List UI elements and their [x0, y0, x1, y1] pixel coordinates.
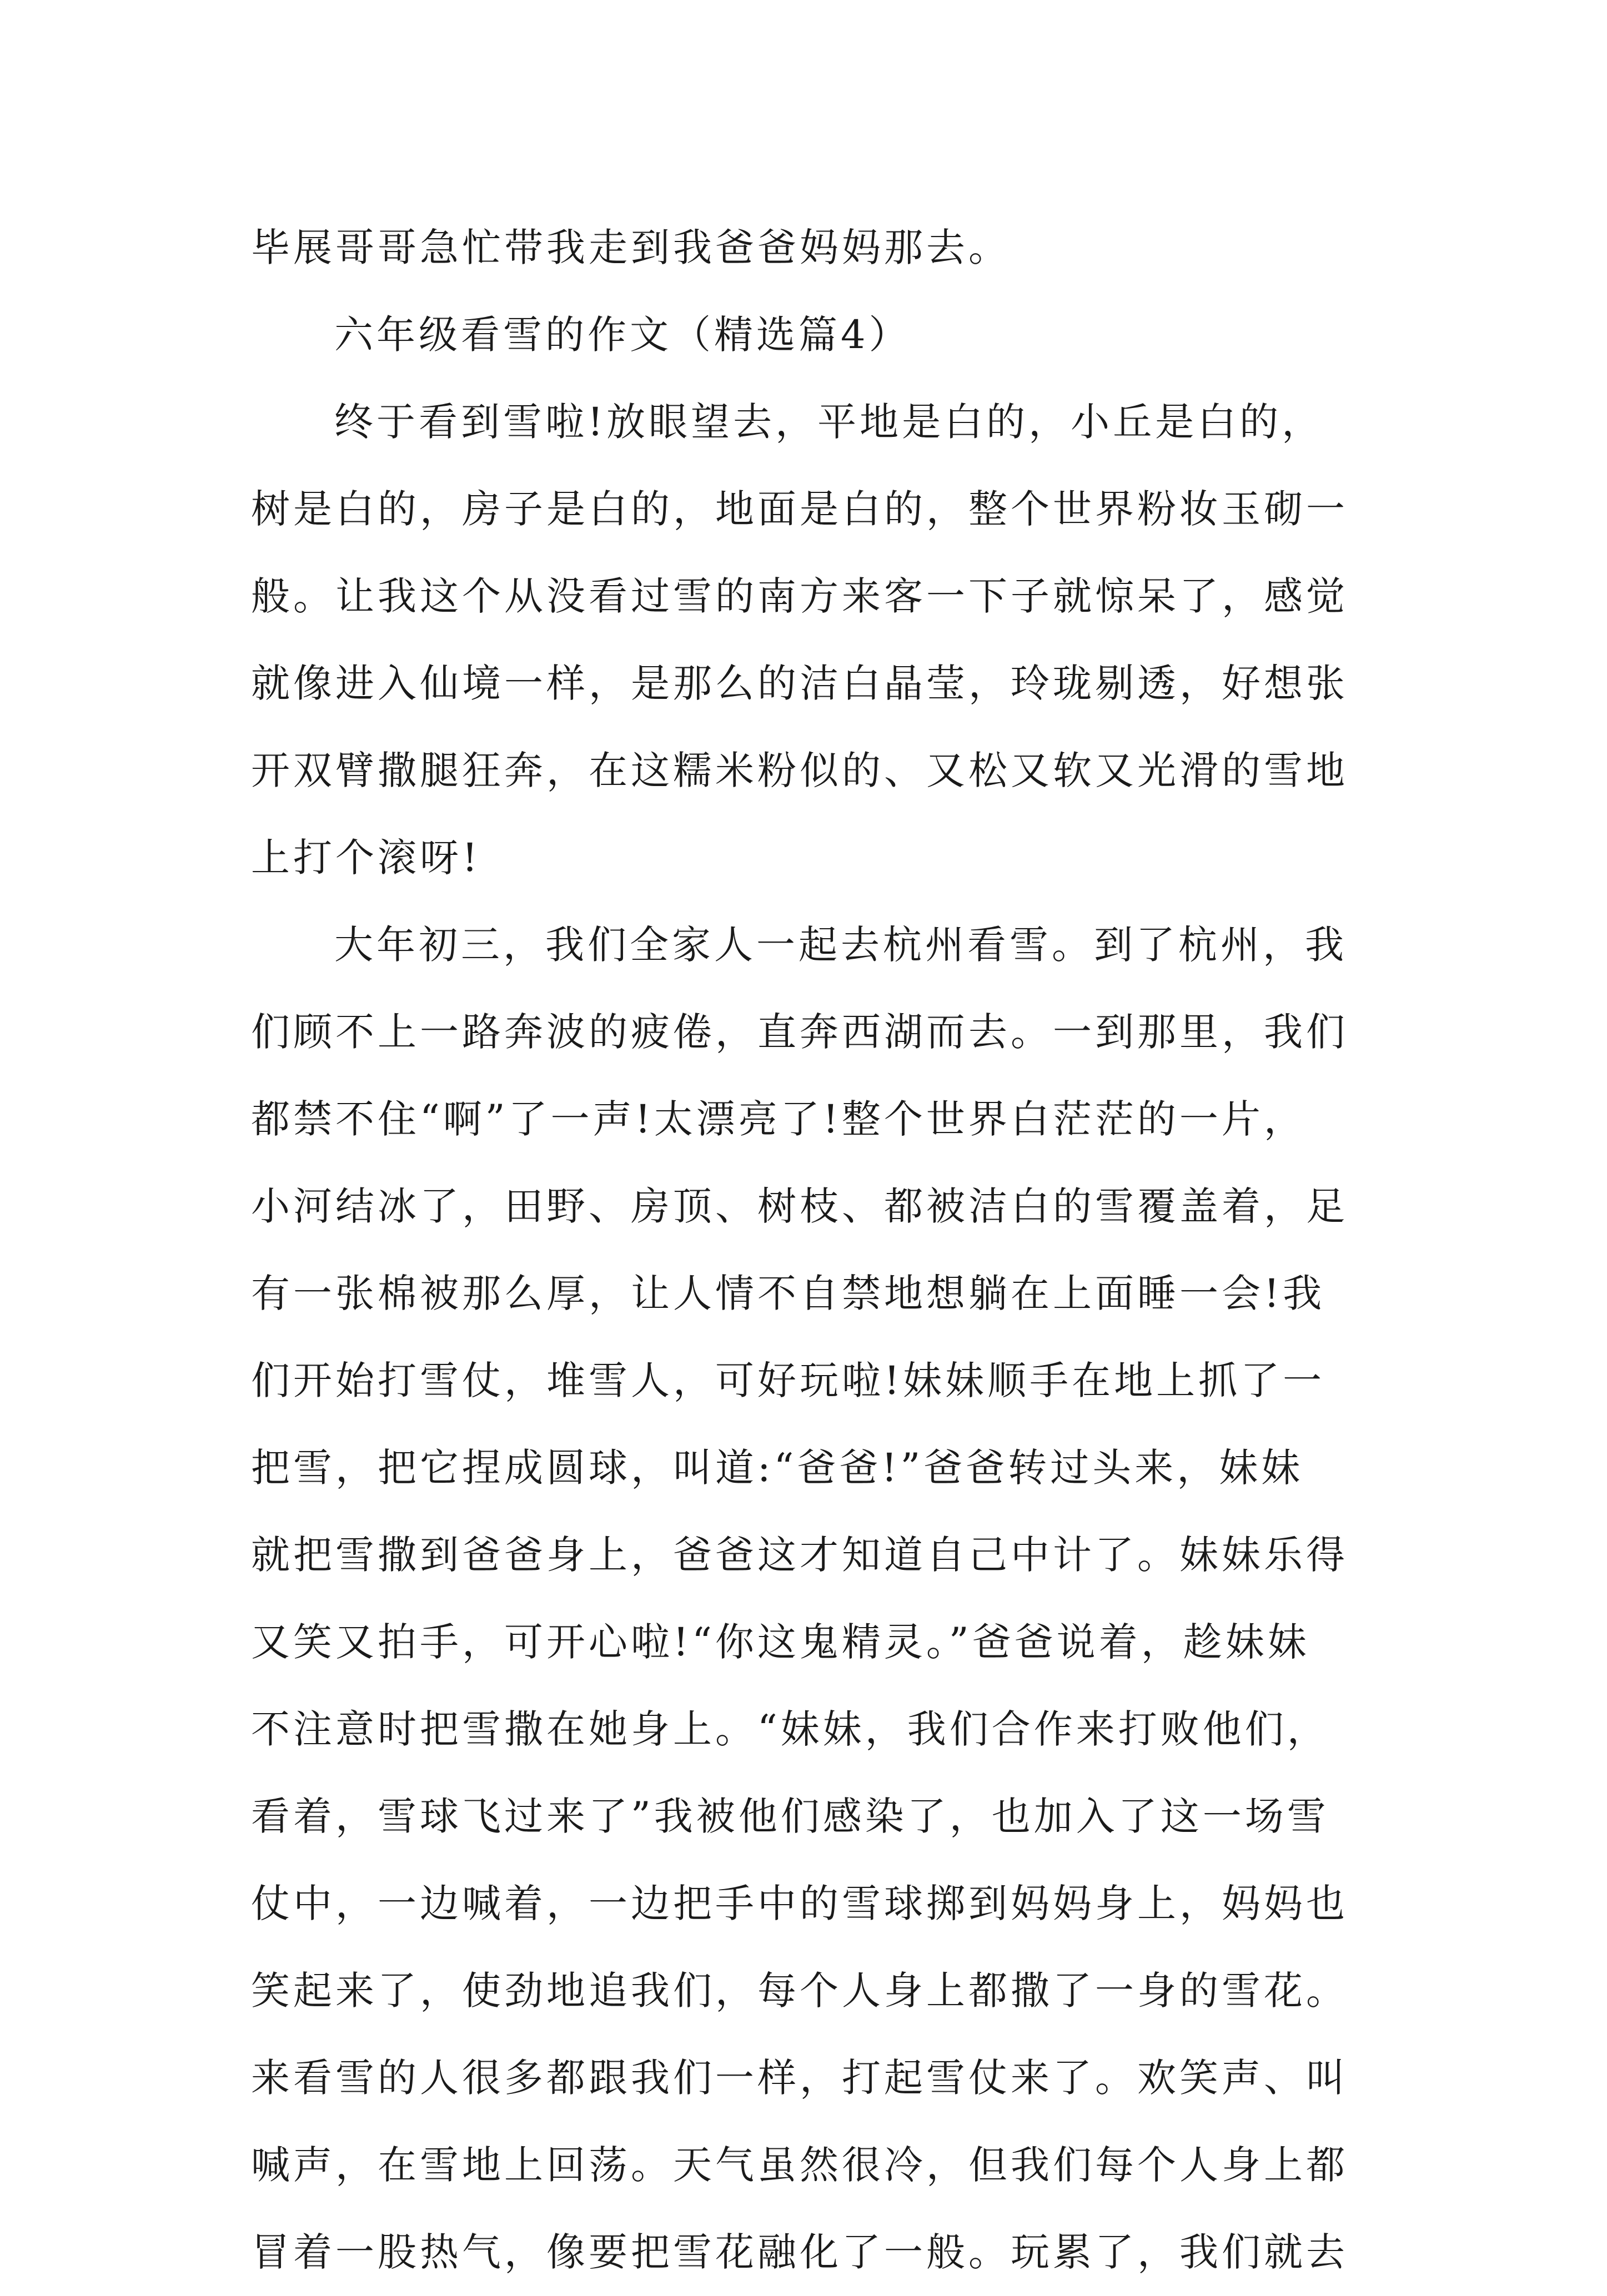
text-line: 来看雪的人很多都跟我们一样，打起雪仗来了。欢笑声、叫 [251, 2055, 1348, 2101]
text-line: 树是白的，房子是白的，地面是白的，整个世界粉妆玉砌一 [251, 486, 1348, 532]
text-line: 就把雪撒到爸爸身上，爸爸这才知道自己中计了。妹妹乐得 [251, 1532, 1348, 1578]
text-line: 冒着一股热气，像要把雪花融化了一般。玩累了，我们就去 [251, 2229, 1348, 2275]
section-heading: 六年级看雪的作文（精选篇4） [334, 312, 911, 358]
text-line: 毕展哥哥急忙带我走到我爸爸妈妈那去。 [251, 225, 1011, 270]
text-line: 们开始打雪仗，堆雪人，可好玩啦!妹妹顺手在地上抓了一 [251, 1358, 1325, 1403]
text-line: 仗中，一边喊着，一边把手中的雪球掷到妈妈身上，妈妈也 [251, 1881, 1348, 1926]
text-line: 笑起来了，使劲地追我们，每个人身上都撒了一身的雪花。 [251, 1968, 1348, 2013]
text-line: 就像进入仙境一样，是那么的洁白晶莹，玲珑剔透，好想张 [251, 661, 1348, 706]
text-line: 终于看到雪啦!放眼望去，平地是白的，小丘是白的， [334, 399, 1324, 445]
text-line: 喊声，在雪地上回荡。天气虽然很冷，但我们每个人身上都 [251, 2142, 1348, 2188]
text-line: 不注意时把雪撒在她身上。“妹妹，我们合作来打败他们， [251, 1706, 1329, 1752]
text-line: 们顾不上一路奔波的疲倦，直奔西湖而去。一到那里，我们 [251, 1009, 1348, 1055]
text-line: 又笑又拍手，可开心啦!“你这鬼精灵。”爸爸说着，趁妹妹 [251, 1619, 1310, 1665]
text-line: 看着，雪球飞过来了”我被他们感染了，也加入了这一场雪 [251, 1794, 1329, 1839]
text-line: 都禁不住“啊”了一声!太漂亮了!整个世界白茫茫的一片， [251, 1096, 1306, 1142]
text-line: 小河结冰了，田野、房顶、树枝、都被洁白的雪覆盖着，足 [251, 1184, 1348, 1229]
text-line: 上打个滚呀! [251, 835, 481, 880]
text-line: 有一张棉被那么厚，让人情不自禁地想躺在上面睡一会!我 [251, 1271, 1325, 1316]
text-line: 大年初三，我们全家人一起去杭州看雪。到了杭州，我 [334, 922, 1347, 968]
text-line: 般。让我这个从没看过雪的南方来客一下子就惊呆了，感觉 [251, 573, 1348, 619]
text-line: 把雪，把它捏成圆球，叫道:“爸爸!”爸爸转过头来，妹妹 [251, 1445, 1304, 1491]
text-line: 开双臂撒腿狂奔，在这糯米粉似的、又松又软又光滑的雪地 [251, 748, 1348, 793]
essay-text [251, 204, 1384, 2296]
